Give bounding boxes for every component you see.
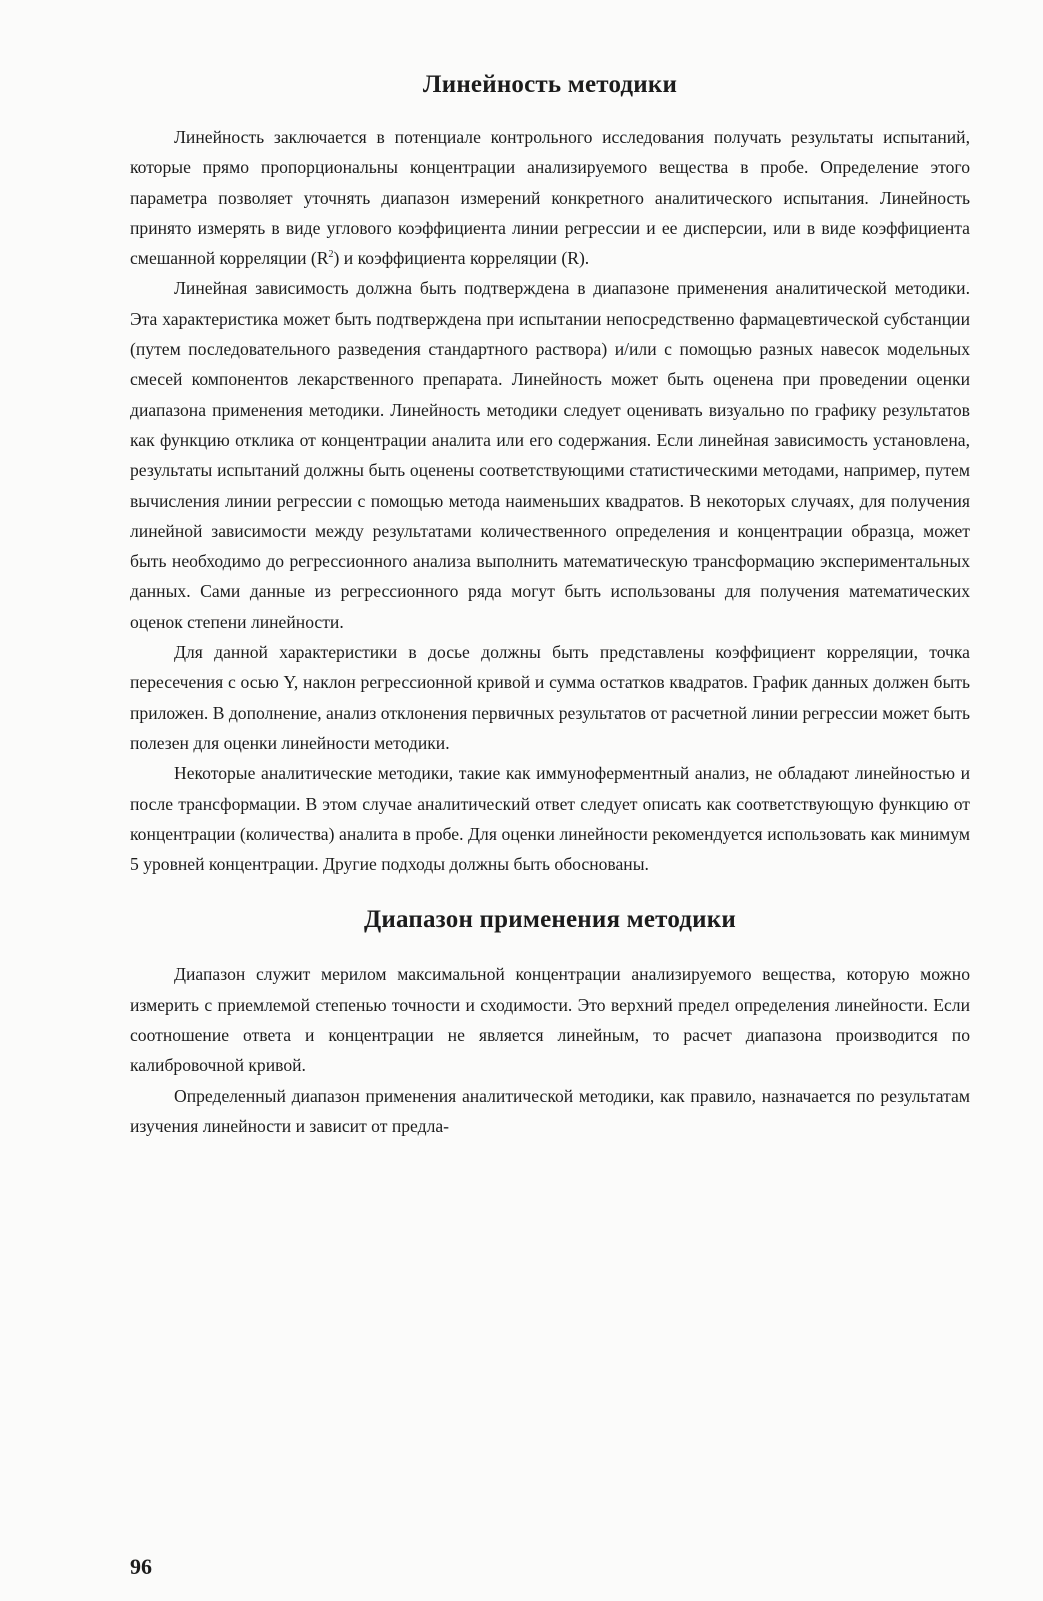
paragraph-text: Линейность заключается в потенциале контрольного исследования получать результаты испытаний, которые прямо пропорциональны концентрации анализируемого вещества в пробе. Определение этого параметра позволяет уточнять диапазон измерений конкретного аналитического испытания. Линейность принято измерять в виде углового коэффициента линии регрессии и ее дисперсии, или в виде коэффициента смешанной корреляции (R xyxy=(130,127,970,269)
paragraph-range-assignment: Определенный диапазон применения аналитической методики, как правило, назначается по результатам изучения линейности и зависит от предла- xyxy=(130,1085,970,1136)
section-title-range: Диапазон применения методики xyxy=(364,906,736,934)
paragraph-linear-dependence: Линейная зависимость должна быть подтверждена в диапазоне применения аналитической методики. Эта характеристика может быть подтверждена при испытании непосредственно фармацевтической субстанции (путем последовательного разведения стандартного раствора) и/или с помощью разных навесок модельных смесей компонентов лекарственного препарата. Линейность может быть оценена при проведении оценки диапазона применения методики. Линейность методики следует оценивать визуально по графику результатов как функцию отклика от концентрации аналита или его содержания. Если линейная зависимость установлена, результаты испытаний должны быть оценены соответствующими статистическими методами, например, путем вычисления линии регрессии с помощью метода наименьших квадратов. В некоторых случаях, для получения линейной зависимости между результатами количественного определения и концентрации образца, может быть необходимо до регрессионного анализа выполнить математическую трансформацию экспериментальных данных. Сами данные из регрессионного ряда могут быть использованы для получения математических оценок степени линейности. xyxy=(130,278,970,632)
page-content xyxy=(130,68,970,1141)
section-title-linearity: Линейность методики xyxy=(422,71,678,98)
paragraph-nonlinear-methods: Некоторые аналитические методики, такие как иммуноферментный анализ, не обладают линейностью и после трансформации. В этом случае аналитический ответ следует описать как соответствующую функцию от концентрации (количества) аналита в пробе. Для оценки линейности рекомендуется использовать как минимум 5 уровней концентрации. Другие подходы должны быть обоснованы. xyxy=(130,763,970,875)
page-number: 96 xyxy=(130,1554,152,1579)
superscript: 2 xyxy=(328,249,334,261)
paragraph-linearity-definition xyxy=(130,122,970,273)
paragraph-text: ) и коэффициента корреляции (R). xyxy=(333,248,590,269)
paragraph-dossier-requirements: Для данной характеристики в досье должны быть представлены коэффициент корреляции, точка пересечения с осью Y, наклон регрессионной кривой и сумма остатков квадратов. График данных должен быть приложен. В дополнение, анализ отклонения первичных результатов от расчетной линии регрессии может быть полезен для оценки линейности методики. xyxy=(130,642,970,753)
paragraph-range-definition: Диапазон служит мерилом максимальной концентрации анализируемого вещества, которую можно измерить с приемлемой степенью точности и сходимости. Это верхний предел определения линейности. Если соотношение ответа и концентрации не является линейным, то расчет диапазона производится по калибровочной кривой. xyxy=(130,964,970,1076)
